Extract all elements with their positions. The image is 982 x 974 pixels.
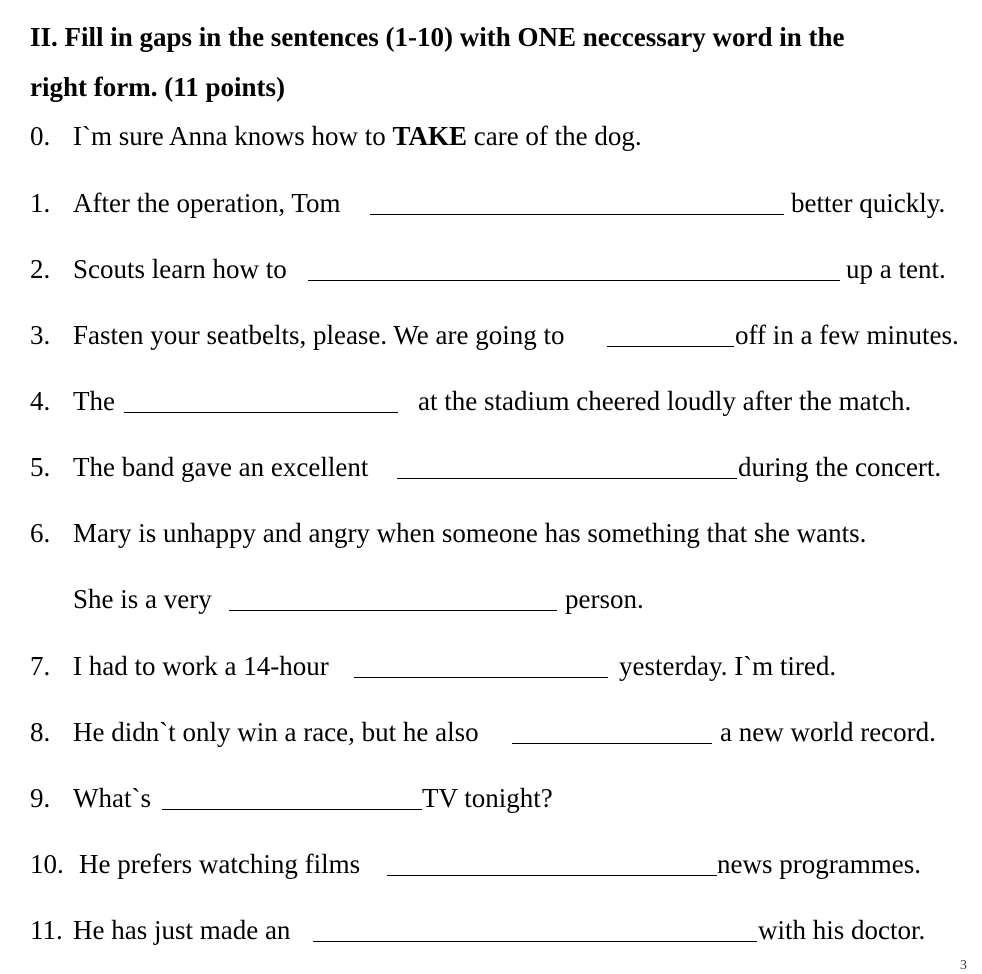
item-4 xyxy=(30,386,972,422)
item-text-before: He has just made an xyxy=(73,915,291,945)
item-number: 10. xyxy=(30,849,64,879)
section-title-line2: right form. (11 points) xyxy=(30,72,285,102)
section-title-line1: II. Fill in gaps in the sentences (1-10) with ONE neccessary word in the xyxy=(30,22,845,52)
item-number: 7. xyxy=(30,651,51,681)
item-8 xyxy=(30,717,972,753)
item-text-after: person. xyxy=(565,584,644,614)
example-before: I`m sure Anna knows how to xyxy=(73,121,386,151)
item-number: 8. xyxy=(30,717,51,747)
item-number: 1. xyxy=(30,188,51,218)
item-text-before: The band gave an excellent xyxy=(73,452,369,482)
item-number: 3. xyxy=(30,320,51,350)
item-text-after: a new world record. xyxy=(720,717,936,747)
answer-blank[interactable] xyxy=(387,875,717,876)
item-10 xyxy=(30,849,972,885)
item-text-before: The xyxy=(73,386,115,416)
item-text-after: off in a few minutes. xyxy=(735,320,959,350)
item-text-after: TV tonight? xyxy=(422,783,553,813)
answer-blank[interactable] xyxy=(229,610,557,611)
item-text-before: Scouts learn how to xyxy=(73,254,287,284)
item-number: 2. xyxy=(30,254,51,284)
item-number: 11. xyxy=(30,915,63,945)
item-text-after: better quickly. xyxy=(791,188,946,218)
item-11 xyxy=(30,915,972,951)
example-item xyxy=(30,121,972,157)
item-text-after: up a tent. xyxy=(846,254,946,284)
item-text-after: news programmes. xyxy=(717,849,921,879)
item-text-before: He prefers watching films xyxy=(79,849,361,879)
item-2 xyxy=(30,254,972,290)
item-text-before: Fasten your seatbelts, please. We are going to xyxy=(73,320,565,350)
item-number: 5. xyxy=(30,452,51,482)
item-1 xyxy=(30,188,972,224)
item-text-before: Mary is unhappy and angry when someone has something that she wants. xyxy=(73,518,867,548)
item-text-before: After the operation, Tom xyxy=(73,188,341,218)
answer-blank[interactable] xyxy=(512,743,712,744)
answer-blank[interactable] xyxy=(607,346,734,347)
item-6 xyxy=(30,518,972,554)
item-3 xyxy=(30,320,972,356)
item-text-before: He didn`t only win a race, but he also xyxy=(73,717,479,747)
answer-blank[interactable] xyxy=(308,280,840,281)
item-9 xyxy=(30,783,972,819)
item-6-continuation xyxy=(30,584,972,620)
item-text-before: I had to work a 14-hour xyxy=(73,651,329,681)
answer-blank[interactable] xyxy=(162,809,422,810)
answer-blank[interactable] xyxy=(124,412,398,413)
item-text-after: at the stadium cheered loudly after the match. xyxy=(418,386,912,416)
item-text-before: What`s xyxy=(73,783,151,813)
item-text-after: during the concert. xyxy=(738,452,942,482)
item-7 xyxy=(30,651,972,687)
answer-blank[interactable] xyxy=(370,214,784,215)
answer-blank[interactable] xyxy=(354,677,608,678)
item-text-after: yesterday. I`m tired. xyxy=(619,651,837,681)
item-5 xyxy=(30,452,972,488)
item-number: 6. xyxy=(30,518,51,548)
item-text-before: She is a very xyxy=(73,584,212,614)
answer-blank[interactable] xyxy=(313,941,757,942)
item-number: 9. xyxy=(30,783,51,813)
item-text-after: with his doctor. xyxy=(758,915,926,945)
item-number: 0. xyxy=(30,121,51,151)
page-number: 3 xyxy=(960,958,967,973)
answer-blank[interactable] xyxy=(397,478,737,479)
example-keyword: TAKE xyxy=(392,121,467,151)
example-after: care of the dog. xyxy=(473,121,642,151)
item-number: 4. xyxy=(30,386,51,416)
item-text xyxy=(73,121,642,152)
